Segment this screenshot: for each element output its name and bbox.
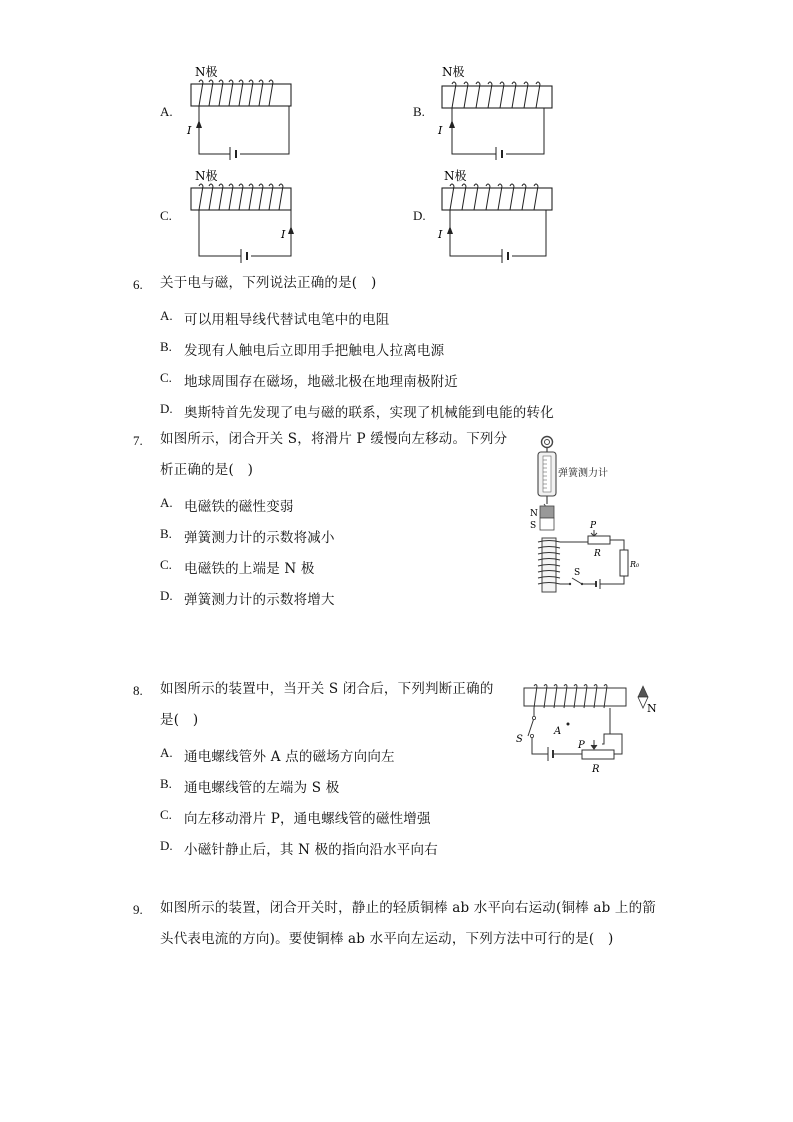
choice-text: 电磁铁的磁性变弱	[184, 499, 294, 515]
choice-label: A.	[160, 308, 173, 323]
choice-text: 弹簧测力计的示数将增大	[184, 592, 335, 608]
coil-figure-c-label: C.	[160, 208, 172, 223]
choice-text: 通电螺线管外 A 点的磁场方向向左	[184, 749, 395, 765]
coil-figure-a	[185, 62, 305, 160]
magnet-n-label: N	[530, 509, 538, 519]
coil-figure-b	[436, 62, 560, 160]
choice-label: A.	[160, 495, 173, 510]
choice-text: 电磁铁的上端是 N 极	[184, 561, 315, 577]
choice-text: 小磁针静止后，其 N 极的指向沿水平向右	[184, 842, 438, 858]
choice-label: D.	[160, 401, 173, 416]
electromagnet-spring-scale-figure	[524, 434, 654, 596]
choice-label: C.	[160, 807, 172, 822]
choice-text: 奥斯特首先发现了电与磁的联系，实现了机械能到电能的转化	[184, 405, 554, 421]
n-pole-label: N极	[444, 169, 467, 183]
question-number: 9.	[133, 902, 143, 917]
choice-label: B.	[160, 776, 172, 791]
current-label: I	[187, 124, 192, 137]
choice-label: D.	[160, 588, 173, 603]
choice-label: A.	[160, 745, 173, 760]
n-pole-label: N极	[195, 65, 218, 79]
solenoid-compass-figure	[512, 684, 662, 776]
choice-text: 可以用粗导线代替试电笔中的电阻	[184, 312, 390, 328]
switch-s-label: S	[516, 734, 523, 745]
choice-text: 弹簧测力计的示数将减小	[184, 530, 335, 546]
choice-text: 向左移动滑片 P，通电螺线管的磁性增强	[184, 811, 431, 827]
choice-label: B.	[160, 526, 172, 541]
current-label: I	[438, 124, 443, 137]
choice-label: D.	[160, 838, 173, 853]
question-text: 如图所示的装置，闭合开关时，静止的轻质铜棒 ab 水平向右运动(铜棒 ab 上的箭	[160, 900, 657, 916]
coil-figure-c	[185, 166, 305, 264]
question-text: 头代表电流的方向)。要使铜棒 ab 水平向左运动，下列方法中可行的是( )	[160, 931, 614, 947]
question-number: 8.	[133, 683, 143, 698]
rheostat-r-label: R	[594, 549, 601, 559]
question-text: 关于电与磁，下列说法正确的是( )	[160, 275, 377, 291]
question-number: 6.	[133, 277, 143, 292]
needle-n-label: N	[647, 702, 657, 715]
coil-figure-d	[436, 166, 560, 264]
choice-label: C.	[160, 557, 172, 572]
question-text: 如图所示的装置中，当开关 S 闭合后，下列判断正确的	[160, 681, 494, 697]
question-text: 如图所示，闭合开关 S，将滑片 P 缓慢向左移动。下列分	[160, 431, 508, 447]
magnet-s-label: S	[530, 521, 537, 531]
choice-text: 通电螺线管的左端为 S 极	[184, 780, 340, 796]
choice-label: B.	[160, 339, 172, 354]
coil-figure-b-label: B.	[413, 104, 425, 119]
question-text: 析正确的是( )	[160, 462, 254, 478]
coil-figure-a-label: A.	[160, 104, 173, 119]
choice-text: 发现有人触电后立即用手把触电人拉离电源	[184, 343, 445, 359]
question-text: 是( )	[160, 712, 199, 728]
slider-p-label: P	[578, 740, 585, 751]
choice-label: C.	[160, 370, 172, 385]
resistor-r0-label: R₀	[630, 560, 640, 569]
current-label: I	[281, 228, 286, 241]
question-number: 7.	[133, 433, 143, 448]
current-label: I	[438, 228, 443, 241]
n-pole-label: N极	[442, 65, 465, 79]
coil-figure-d-label: D.	[413, 208, 426, 223]
choice-text: 地球周围存在磁场，地磁北极在地理南极附近	[184, 374, 458, 390]
n-pole-label: N极	[195, 169, 218, 183]
spring-scale-label: 弹簧测力计	[558, 468, 608, 479]
switch-s-label: S	[574, 568, 581, 578]
rheostat-r-label: R	[592, 764, 600, 775]
point-a-label: A	[554, 726, 562, 737]
slider-p-label: P	[590, 521, 597, 531]
